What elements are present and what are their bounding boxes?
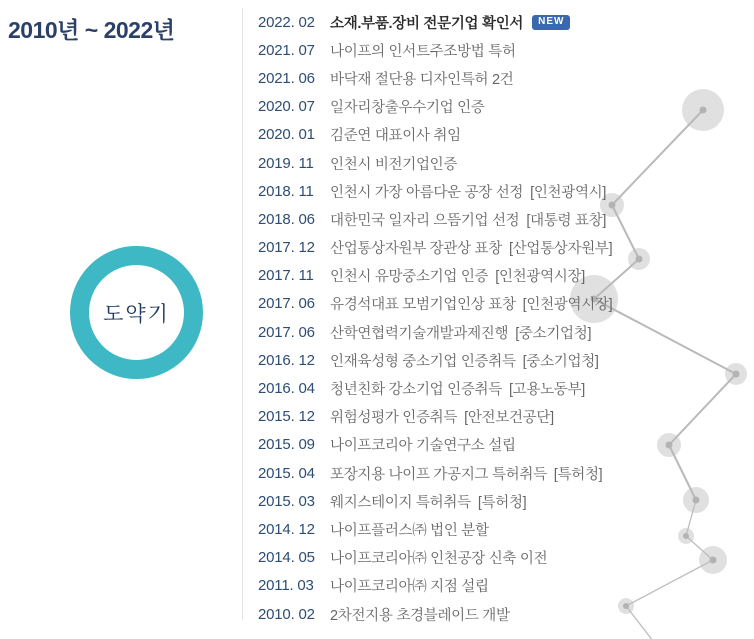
timeline-date: 2016. 04 bbox=[258, 380, 315, 398]
timeline-row bbox=[258, 8, 754, 36]
timeline-text: 인천시 가장 아름다운 공장 선정 bbox=[330, 184, 524, 201]
timeline-date: 2014. 05 bbox=[258, 549, 315, 567]
timeline-text: 위험성평가 인증취득 bbox=[330, 410, 458, 427]
timeline-text: 나이프플러스㈜ 법인 분할 bbox=[330, 522, 489, 539]
timeline-text: 포장지용 나이프 가공지그 특허취득 bbox=[330, 466, 547, 483]
timeline-org: [중소기업청] bbox=[515, 325, 592, 342]
timeline-date: 2017. 12 bbox=[258, 239, 315, 257]
timeline-row bbox=[258, 572, 754, 600]
timeline-org: [고용노동부] bbox=[508, 382, 585, 399]
timeline-row bbox=[258, 600, 754, 628]
timeline-text: 산학연협력기술개발과제진행 bbox=[330, 325, 509, 342]
timeline-date: 2011. 03 bbox=[258, 577, 314, 595]
timeline-org: [특허청] bbox=[553, 466, 603, 483]
timeline-text: 대한민국 일자리 으뜸기업 선정 bbox=[330, 212, 520, 229]
timeline-row bbox=[258, 262, 754, 290]
timeline-row bbox=[258, 431, 754, 459]
timeline-row bbox=[258, 487, 754, 515]
timeline-row bbox=[258, 403, 754, 431]
timeline-text: 김준연 대표이사 취임 bbox=[330, 128, 461, 145]
timeline-org: [안전보건공단] bbox=[464, 410, 554, 427]
timeline-date: 2021. 07 bbox=[258, 41, 315, 59]
timeline-date: 2016. 12 bbox=[258, 351, 315, 369]
phase-ring-circle bbox=[70, 246, 203, 379]
timeline-text: 청년친화 강소기업 인증취득 bbox=[330, 382, 502, 399]
timeline-row bbox=[258, 36, 754, 64]
timeline-date: 2015. 12 bbox=[258, 408, 315, 426]
phase-label: 도약기 bbox=[103, 302, 170, 326]
timeline-text: 인천시 비전기업인증 bbox=[330, 156, 458, 173]
period-panel bbox=[0, 8, 243, 620]
timeline-text: 2차전지용 초경블레이드 개발 bbox=[330, 607, 510, 624]
timeline-org: [인천광역시] bbox=[530, 184, 607, 201]
timeline-date: 2018. 06 bbox=[258, 210, 315, 228]
timeline-org: [특허청] bbox=[477, 494, 527, 511]
timeline-row bbox=[258, 374, 754, 402]
timeline-row bbox=[258, 346, 754, 374]
timeline-org: [대통령 표창] bbox=[526, 212, 607, 229]
timeline-org: [중소기업청] bbox=[522, 353, 599, 370]
timeline-row bbox=[258, 149, 754, 177]
timeline-date: 2015. 09 bbox=[258, 436, 315, 454]
timeline-date: 2020. 01 bbox=[258, 126, 315, 144]
timeline-date: 2021. 06 bbox=[258, 69, 315, 87]
timeline-org: [인천광역시장] bbox=[495, 269, 585, 286]
period-title: 2010년 ~ 2022년 bbox=[8, 17, 175, 43]
timeline-date: 2017. 11 bbox=[258, 267, 314, 285]
timeline-text: 나이프코리아㈜ 지점 설립 bbox=[330, 579, 489, 596]
timeline-row bbox=[258, 177, 754, 205]
timeline-text: 인천시 유망중소기업 인증 bbox=[330, 269, 489, 286]
timeline-row bbox=[258, 290, 754, 318]
timeline-org: [산업통상자원부] bbox=[508, 241, 613, 258]
timeline-row bbox=[258, 515, 754, 543]
timeline-list bbox=[243, 0, 754, 628]
timeline-text: 산업통상자원부 장관상 표창 bbox=[330, 241, 502, 258]
new-badge: NEW bbox=[532, 15, 570, 30]
timeline-date: 2017. 06 bbox=[258, 295, 315, 313]
timeline-text: 나이프코리아㈜ 인천공장 신축 이전 bbox=[330, 551, 548, 568]
timeline-date: 2019. 11 bbox=[258, 154, 314, 172]
timeline-text: 유경석대표 모범기업인상 표창 bbox=[330, 297, 516, 314]
timeline-row bbox=[258, 93, 754, 121]
timeline-text: 인재육성형 중소기업 인증취득 bbox=[330, 353, 516, 370]
timeline-text: 웨지스테이지 특허취득 bbox=[330, 494, 471, 511]
timeline-row bbox=[258, 459, 754, 487]
timeline-row bbox=[258, 544, 754, 572]
timeline-date: 2022. 02 bbox=[258, 13, 315, 31]
timeline-row bbox=[258, 205, 754, 233]
timeline-date: 2015. 04 bbox=[258, 464, 315, 482]
timeline-date: 2020. 07 bbox=[258, 98, 315, 116]
timeline-text: 일자리창출우수기업 인증 bbox=[330, 100, 485, 117]
history-panel bbox=[243, 0, 754, 639]
timeline-date: 2018. 11 bbox=[258, 182, 314, 200]
timeline-date: 2010. 02 bbox=[258, 605, 315, 623]
timeline-text: 나이프의 인서트주조방법 특허 bbox=[330, 43, 516, 60]
timeline-row bbox=[258, 121, 754, 149]
timeline-date: 2017. 06 bbox=[258, 323, 315, 341]
timeline-date: 2015. 03 bbox=[258, 492, 315, 510]
timeline-date: 2014. 12 bbox=[258, 520, 315, 538]
timeline-text: 바닥재 절단용 디자인특허 2건 bbox=[330, 71, 514, 88]
timeline-row bbox=[258, 64, 754, 92]
timeline-row bbox=[258, 234, 754, 262]
timeline-text: 나이프코리아 기술연구소 설립 bbox=[330, 438, 516, 455]
timeline-text: 소재.부품.장비 전문기업 확인서 bbox=[330, 15, 524, 32]
timeline-org: [인천광역시장] bbox=[522, 297, 613, 314]
timeline-row bbox=[258, 318, 754, 346]
